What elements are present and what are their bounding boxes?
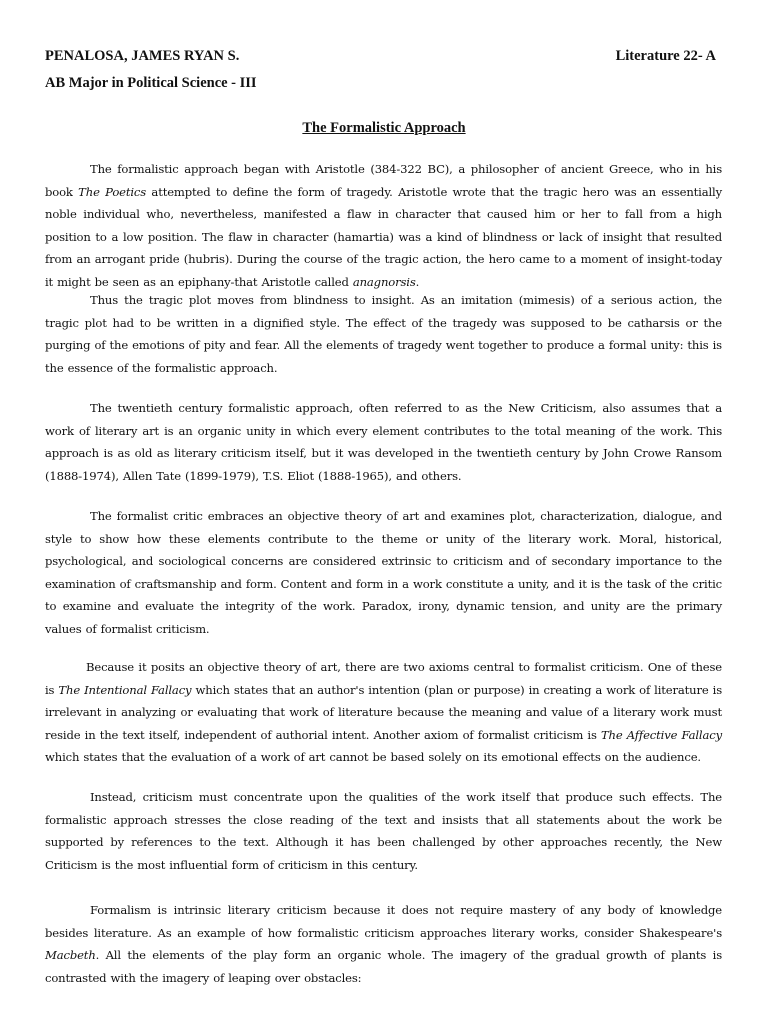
course-label: Literature 22- A bbox=[615, 48, 716, 64]
paragraph-5-text-e: which states that the evaluation of a work of art cannot be based solely on its emotional effects on the audience. bbox=[45, 750, 701, 765]
paragraph-5-text-a: Because it posits an objective theory of art, there are two axioms central to formalist criticism. One of these is bbox=[45, 660, 722, 697]
paragraph-6-text: Instead, criticism must concentrate upon the qualities of the work itself that produce such effects. The formalistic approach stresses the close reading of the text and insists that all statements about the work be supported by references to the text. Although it has been challenged by other approaches recently, the New Criticism is the most influential form of criticism in this century. bbox=[45, 790, 722, 872]
paragraph-2-text: Thus the tragic plot moves from blindness to insight. As an imitation (mimesis) of a serious action, the tragic plot had to be written in a dignified style. The effect of the tragedy was supposed to be catharsis or the purging of the emotions of pity and fear. All the elements of tragedy went together to produce a formal unity: this is the essence of the formalistic approach. bbox=[45, 293, 722, 375]
paragraph-1-text-c: attempted to define the form of tragedy. Aristotle wrote that the tragic hero was an essentially noble individual who, nevertheless, manifested a flaw in character that caused him or her to fall from a high position to a low position. The flaw in character (hamartia) was a kind of blindness or lack of insight that resulted from an arrogant pride (hubris). During the course of the tragic action, the hero came to a moment of insight-today it might be seen as an epiphany-that Aristotle called bbox=[45, 184, 722, 289]
program-label: AB Major in Political Science - III bbox=[45, 75, 257, 91]
paragraph-5 bbox=[45, 656, 722, 769]
paragraph-7-text-a: Formalism is intrinsic literary criticism because it does not require mastery of any body of knowledge besides literature. As an example of how formalistic criticism approaches literary works, consider Shakespeare's bbox=[45, 903, 722, 940]
paragraph-5-text-c: which states that an author's intention (plan or purpose) in creating a work of literature is irrelevant in analyzing or evaluating that work of literature because the meaning and value of a literary work must reside in the text itself, independent of authorial intent. Another axiom of formalist criticism is bbox=[45, 682, 722, 742]
paragraph-1 bbox=[45, 158, 722, 294]
paragraph-3-text: The twentieth century formalistic approach, often referred to as the New Criticism, also assumes that a work of literary art is an organic unity in which every element contributes to the total meaning of the work. This approach is as old as literary criticism itself, but it was developed in the twentieth century by John Crowe Ransom (1888-1974), Allen Tate (1899-1979), T.S. Eliot (1888-1965), and others. bbox=[45, 401, 722, 483]
paragraph-2 bbox=[45, 289, 722, 379]
author-name: PENALOSA, JAMES RYAN S. bbox=[45, 48, 240, 64]
paragraph-5-italic-affective-fallacy: The Affective Fallacy bbox=[600, 727, 722, 742]
paragraph-1-text-a: The formalistic approach began with Aristotle (384-322 BC), a philosopher of ancient Greece, who in his book bbox=[45, 162, 722, 199]
paragraph-7 bbox=[45, 899, 722, 989]
paragraph-1-italic-poetics: The Poetics bbox=[78, 184, 147, 199]
document-title: The Formalistic Approach bbox=[302, 120, 466, 136]
paragraph-4 bbox=[45, 505, 722, 641]
paragraph-3 bbox=[45, 397, 722, 487]
paragraph-7-text-c: . All the elements of the play form an organic whole. The imagery of the gradual growth of plants is contrasted with the imagery of leaping over obstacles: bbox=[45, 948, 722, 985]
paragraph-1-italic-anagnorsis: anagnorsis bbox=[352, 274, 416, 289]
paragraph-7-italic-macbeth: Macbeth bbox=[45, 948, 96, 963]
paragraph-6 bbox=[45, 786, 722, 876]
paragraph-1-text-e: . bbox=[415, 274, 420, 289]
paragraph-4-text: The formalist critic embraces an objective theory of art and examines plot, characterization, dialogue, and style to show how these elements contribute to the theme or unity of the literary work. Moral, historical, psychological, and sociological concerns are considered extrinsic to criticism and of secondary importance to the examination of craftsmanship and form. Content and form in a work constitute a unity, and it is the task of the critic to examine and evaluate the integrity of the work. Paradox, irony, dynamic tension, and unity are the primary values of formalist criticism. bbox=[45, 509, 722, 636]
paragraph-5-italic-intentional-fallacy: The Intentional Fallacy bbox=[58, 682, 192, 697]
